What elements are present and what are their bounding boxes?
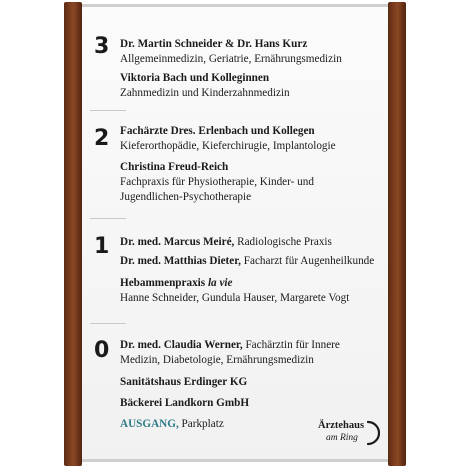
tenant-name: Dr. med. Matthias Dieter, <box>120 255 241 267</box>
tenant-name: Dr. Martin Schneider & Dr. Hans Kurz <box>120 38 308 50</box>
floor-divider <box>90 323 126 324</box>
tenant-detail: Facharzt für Augenheilkunde <box>243 255 375 267</box>
aerztehaus-logo <box>318 418 382 452</box>
tenant-name: Sanitätshaus Erdinger KG <box>120 376 248 388</box>
tenant-detail: Kieferorthopädie, Kieferchirugie, Implantologie <box>120 140 336 152</box>
exit-label: AUSGANG, <box>120 418 179 430</box>
tenant-name: Hebammenpraxis <box>120 277 206 289</box>
floor-1-entry-2 <box>120 254 382 269</box>
floor-divider <box>90 110 126 111</box>
logo-line-1: Ärztehaus <box>318 420 365 431</box>
floor-2-entry-2 <box>120 160 382 205</box>
floor-number-1: 1 <box>94 234 110 259</box>
tenant-detail: Jugendlichen-Psychotherapie <box>120 191 252 203</box>
floor-3-entry-1 <box>120 37 382 67</box>
floor-number-0: 0 <box>94 338 110 363</box>
tenant-detail: Fachärztin für Innere <box>245 339 340 351</box>
floor-1-entry-3 <box>120 276 382 306</box>
tenant-name-italic: la vie <box>207 277 233 289</box>
floor-0-entry-3 <box>120 396 382 411</box>
tenant-detail: Radiologische Praxis <box>237 236 332 248</box>
logo-arc-icon <box>364 420 380 446</box>
sign-frame-left <box>64 2 82 466</box>
tenant-name: Dr. med. Claudia Werner, <box>120 339 243 351</box>
tenant-detail: Fachpraxis für Physiotherapie, Kinder- und <box>120 176 314 188</box>
tenant-detail: Medizin, Diabetologie, Ernährungsmedizin <box>120 354 314 366</box>
floor-number-3: 3 <box>94 34 110 59</box>
floor-number-2: 2 <box>94 126 110 151</box>
floor-3-entry-2 <box>120 71 382 101</box>
tenant-detail: Zahnmedizin und Kinderzahnmedizin <box>120 87 290 99</box>
sign-frame-right <box>388 2 406 466</box>
tenant-name: Viktoria Bach und Kolleginnen <box>120 72 270 84</box>
tenant-name: Fachärzte Dres. Erlenbach und Kollegen <box>120 125 315 137</box>
floor-2-entry-1 <box>120 124 382 154</box>
tenant-name: Dr. med. Marcus Meiré, <box>120 236 235 248</box>
floor-divider <box>90 218 126 219</box>
exit-detail: Parkplatz <box>181 418 224 430</box>
tenant-detail: Hanne Schneider, Gundula Hauser, Margarete Vogt <box>120 292 350 304</box>
floor-1-entry-1 <box>120 235 382 250</box>
floor-0-entry-2 <box>120 375 382 390</box>
tenant-name: Christina Freud-Reich <box>120 161 229 173</box>
tenant-detail: Allgemeinmedizin, Geriatrie, Ernährungsmedizin <box>120 53 342 65</box>
tenant-name: Bäckerei Landkorn GmbH <box>120 397 250 409</box>
logo-line-2: am Ring <box>326 433 358 443</box>
floor-0-entry-1 <box>120 338 382 368</box>
